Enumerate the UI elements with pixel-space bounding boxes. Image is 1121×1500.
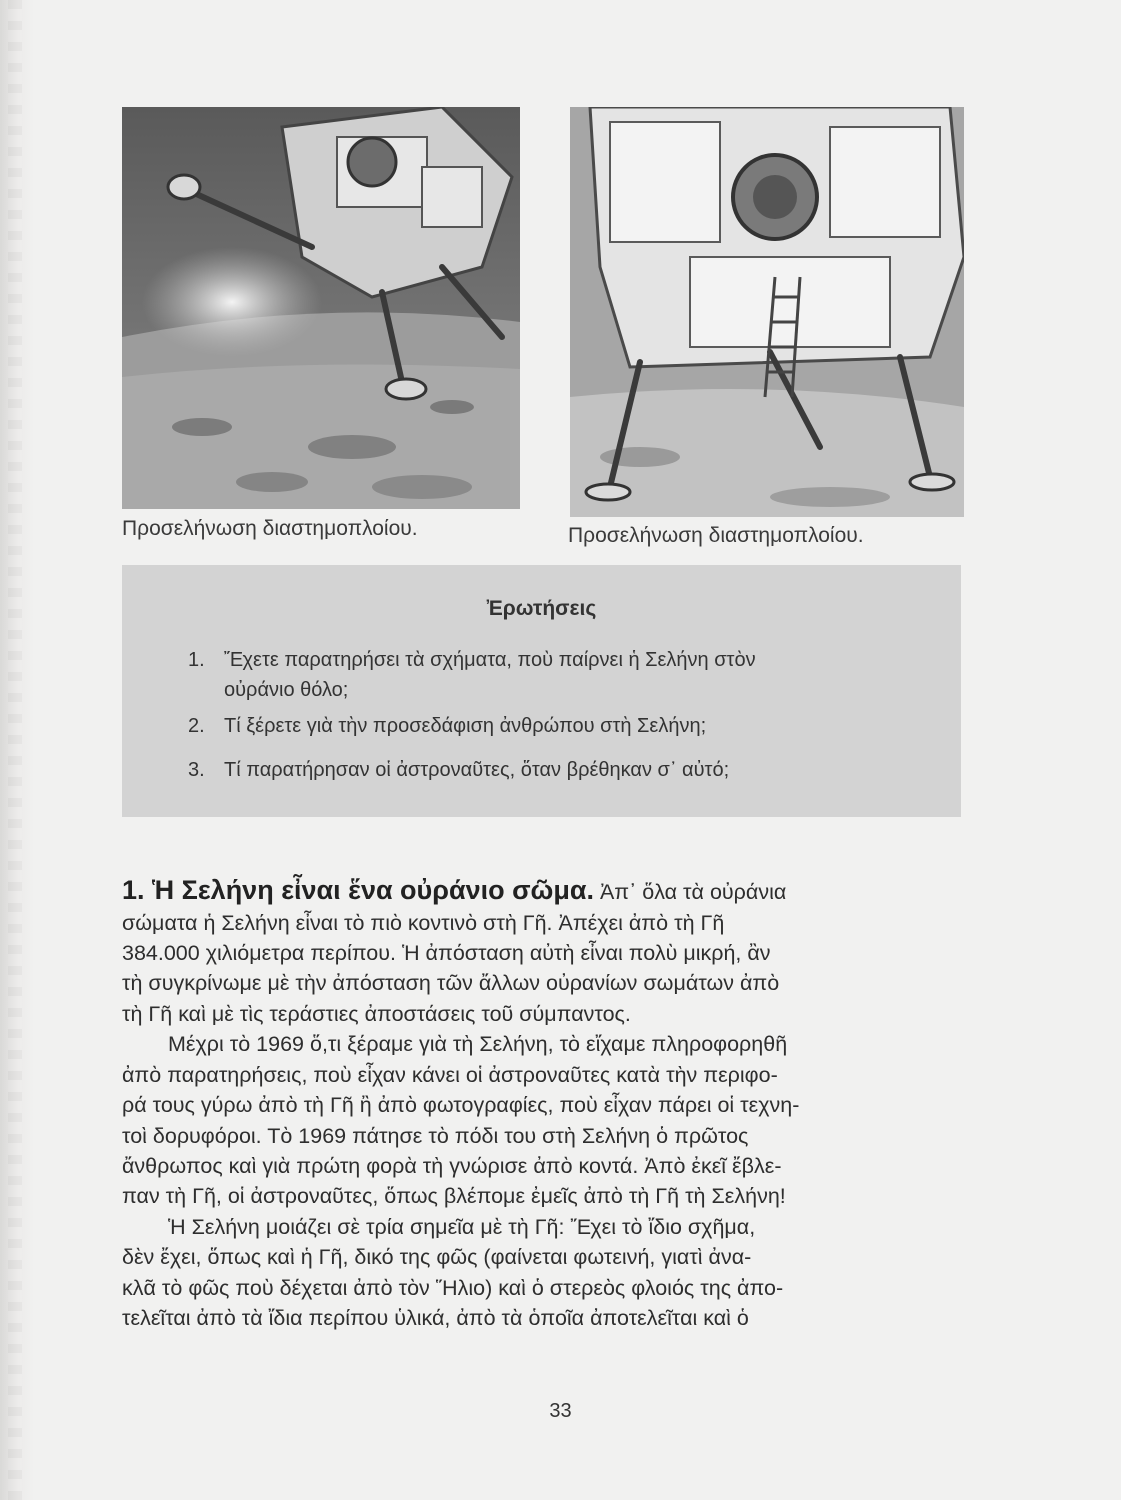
page-edge: [0, 0, 34, 1500]
body-line: τὴ συγκρίνωμε μὲ τὴν ἀπόσταση τῶν ἄλλων οὐρανίων σωμάτων ἀπὸ: [122, 971, 780, 995]
body-line: ἀπὸ παρατηρήσεις, ποὺ εἶχαν κάνει οἱ ἀστροναῦτες κατὰ τὴν περιφο-: [122, 1063, 778, 1087]
section-body: [122, 875, 964, 1365]
question-number: 2.: [188, 715, 205, 737]
figure-caption-right: Προσελήνωση διαστημοπλοίου.: [568, 524, 864, 547]
body-line: 384.000 χιλιόμετρα περίπου. Ἡ ἀπόσταση αὐτὴ εἶναι πολὺ μικρή, ἂν: [122, 941, 771, 965]
question-item: [188, 711, 948, 741]
body-line: ρά τους γύρω ἀπὸ τὴ Γῆ ἢ ἀπὸ φωτογραφίες, ποὺ εἶχαν πάρει οἱ τεχνη-: [122, 1093, 800, 1117]
body-line: δὲν ἔχει, ὅπως καὶ ἡ Γῆ, δικό της φῶς (φαίνεται φωτεινή, γιατὶ ἀνα-: [122, 1245, 752, 1269]
question-text: Ἔχετε παρατηρήσει τὰ σχήματα, ποὺ παίρνει ἡ Σελήνη στὸν: [224, 649, 756, 671]
figure-caption-left: Προσελήνωση διαστημοπλοίου.: [122, 517, 418, 540]
question-text: Τί ξέρετε γιὰ τὴν προσεδάφιση ἀνθρώπου στὴ Σελήνη;: [224, 715, 707, 737]
body-line: τελεῖται ἀπὸ τὰ ἴδια περίπου ὑλικά, ἀπὸ τὰ ὁποῖα ἀποτελεῖται καὶ ὁ: [122, 1306, 749, 1330]
body-line: Μέχρι τὸ 1969 ὅ,τι ξέραμε γιὰ τὴ Σελήνη, τὸ εἴχαμε πληροφορηθῆ: [168, 1032, 788, 1056]
questions-box: [122, 565, 961, 817]
lunar-landing-photo-right: [570, 107, 964, 517]
question-text: οὐράνιο θόλο;: [224, 679, 349, 701]
question-number: 1.: [188, 649, 205, 671]
body-line: παν τὴ Γῆ, οἱ ἀστροναῦτες, ὅπως βλέπομε ἐμεῖς ἀπὸ τὴ Γῆ τὴ Σελήνη!: [122, 1184, 786, 1208]
body-line: Ἡ Σελήνη μοιάζει σὲ τρία σημεῖα μὲ τὴ Γῆ: Ἔχει τὸ ἴδιο σχῆμα,: [168, 1215, 756, 1239]
question-number: 3.: [188, 759, 205, 781]
body-line: [122, 875, 786, 907]
body-line: τοὶ δορυφόροι. Τὸ 1969 πάτησε τὸ πόδι του στὴ Σελήνη ὁ πρῶτος: [122, 1124, 749, 1148]
question-item: [188, 755, 948, 785]
body-line: τὴ Γῆ καὶ μὲ τὶς τεράστιες ἀποστάσεις τοῦ σύμπαντος.: [122, 1002, 631, 1026]
body-line: ἄνθρωπος καὶ γιὰ πρώτη φορὰ τὴ γνώρισε ἀπὸ κοντά. Ἀπὸ ἐκεῖ ἔβλε-: [122, 1154, 782, 1178]
question-item: [188, 645, 948, 705]
page-number: 33: [549, 1400, 572, 1422]
body-line-text: Ἀπ᾽ ὅλα τὰ οὐράνια: [593, 880, 787, 904]
question-text: Τί παρατήρησαν οἱ ἀστροναῦτες, ὅταν βρέθηκαν σ᾽ αὐτό;: [224, 759, 730, 781]
body-line: κλᾶ τὸ φῶς ποὺ δέχεται ἀπὸ τὸν Ἥλιο) καὶ ὁ στερεὸς φλοιός της ἀπο-: [122, 1276, 784, 1300]
questions-title: Ἐρωτήσεις: [486, 597, 597, 620]
lunar-landing-photo-left: [122, 107, 520, 509]
body-line: σώματα ἡ Σελήνη εἶναι τὸ πιὸ κοντινὸ στὴ Γῆ. Ἀπέχει ἀπὸ τὴ Γῆ: [122, 911, 725, 935]
section-heading: 1. Ἡ Σελήνη εἶναι ἕνα οὐράνιο σῶμα.: [122, 875, 594, 905]
